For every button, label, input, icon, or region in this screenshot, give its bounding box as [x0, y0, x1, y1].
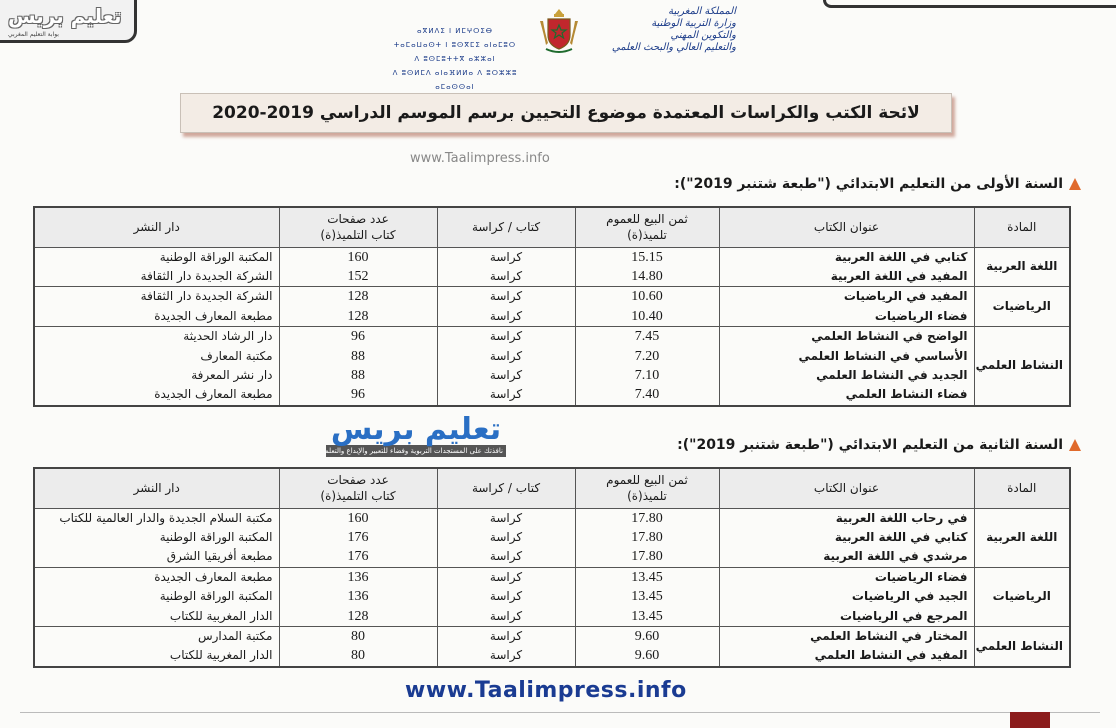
- type-cell: كراسة: [437, 547, 575, 567]
- price-cell: 13.45: [575, 606, 719, 626]
- publisher-cell: الشركة الجديدة دار الثقافة: [34, 287, 279, 307]
- price-cell: 7.20: [575, 346, 719, 365]
- type-cell: كراسة: [437, 606, 575, 626]
- col-price-line1: ثمن البيع للعموم: [606, 212, 688, 227]
- pages-cell: 176: [279, 547, 437, 567]
- type-cell: كراسة: [437, 587, 575, 606]
- pages-cell: 176: [279, 528, 437, 547]
- type-cell: كراسة: [437, 327, 575, 347]
- book-title-cell: في رحاب اللغة العربية: [719, 508, 974, 528]
- pages-cell: 128: [279, 287, 437, 307]
- bullet-icon: [1069, 439, 1081, 451]
- table-row: [34, 567, 1070, 587]
- col-price-line1: ثمن البيع للعموم: [606, 473, 688, 488]
- book-title-cell: الواضح في النشاط العلمي: [719, 327, 974, 347]
- publisher-cell: مكتبة المعارف: [34, 346, 279, 365]
- table-row: [34, 508, 1070, 528]
- subject-cell: الرياضيات: [974, 287, 1070, 327]
- col-price: [575, 207, 719, 247]
- price-cell: 10.60: [575, 287, 719, 307]
- price-cell: 14.80: [575, 267, 719, 287]
- pages-cell: 88: [279, 366, 437, 385]
- type-cell: كراسة: [437, 346, 575, 365]
- tifinagh-line: ⴰⴳⵍⴷⵉ ⵏ ⵍⵎⵖⵔⵉⴱ: [417, 27, 493, 35]
- price-cell: 17.80: [575, 528, 719, 547]
- type-cell: كراسة: [437, 366, 575, 385]
- publisher-cell: مكتبة السلام الجديدة والدار العالمية للكتاب: [34, 508, 279, 528]
- price-cell: 9.60: [575, 646, 719, 666]
- tifinagh-line: ⴷ ⵓⵙⵎⵓⵜⵜⴳ ⴰⵣⵣⴰⵏ: [414, 55, 496, 63]
- book-title-cell: المفيد في الرياضيات: [719, 287, 974, 307]
- book-title-cell: الجيد في الرياضيات: [719, 587, 974, 606]
- publisher-cell: مطبعة المعارف الجديدة: [34, 385, 279, 405]
- col-price-line2: تلميذ(ة): [627, 228, 667, 243]
- pages-cell: 128: [279, 606, 437, 626]
- watermark-url-bottom: www.Taalimpress.info: [405, 678, 687, 703]
- type-cell: كراسة: [437, 528, 575, 547]
- type-cell: كراسة: [437, 385, 575, 405]
- publisher-cell: المكتبة الوراقة الوطنية: [34, 247, 279, 267]
- publisher-cell: مطبعة المعارف الجديدة: [34, 567, 279, 587]
- col-pages-line2: كتاب التلميذ(ة): [320, 228, 396, 243]
- publisher-cell: مطبعة أفريقيا الشرق: [34, 547, 279, 567]
- book-title-cell: الجديد في النشاط العلمي: [719, 366, 974, 385]
- table-row: [34, 606, 1070, 626]
- ministry-line: والتكوين المهني: [670, 30, 736, 41]
- book-title-cell: فضاء الرياضيات: [719, 567, 974, 587]
- book-title-cell: كتابي في اللغة العربية: [719, 247, 974, 267]
- price-cell: 17.80: [575, 547, 719, 567]
- col-price-line2: تلميذ(ة): [627, 489, 667, 504]
- table-row: [34, 247, 1070, 267]
- watermark-logo-tagline: نافذتك على المستجدات التربوية وفضاء للتعبير والإبداع والتعلم: [326, 445, 506, 457]
- pages-cell: 136: [279, 567, 437, 587]
- col-pages: [279, 468, 437, 508]
- ministry-line: وزارة التربية الوطنية: [651, 18, 736, 29]
- pages-cell: 136: [279, 587, 437, 606]
- price-cell: 7.40: [575, 385, 719, 405]
- type-cell: كراسة: [437, 247, 575, 267]
- price-cell: 9.60: [575, 626, 719, 646]
- tifinagh-line: ⵜⴰⵎⴰⵡⴰⵙⵜ ⵏ ⵓⵙⴳⵎⵉ ⴰⵏⴰⵎⵓⵔ: [393, 41, 517, 49]
- col-book-title: عنوان الكتاب: [719, 468, 974, 508]
- col-book-title: عنوان الكتاب: [719, 207, 974, 247]
- price-cell: 15.15: [575, 247, 719, 267]
- section-heading-year1: [674, 176, 1081, 192]
- col-type: كتاب / كراسة: [437, 207, 575, 247]
- type-cell: كراسة: [437, 626, 575, 646]
- publisher-cell: مطبعة المعارف الجديدة: [34, 307, 279, 327]
- table-row: [34, 307, 1070, 327]
- pages-cell: 80: [279, 646, 437, 666]
- price-cell: 10.40: [575, 307, 719, 327]
- books-table-year2: [33, 467, 1071, 668]
- table-header-row: [34, 468, 1070, 508]
- type-cell: كراسة: [437, 287, 575, 307]
- col-type: كتاب / كراسة: [437, 468, 575, 508]
- section-heading-text: السنة الأولى من التعليم الابتدائي ("طبعة شتنبر 2019"):: [674, 176, 1063, 192]
- pages-cell: 88: [279, 346, 437, 365]
- table-row: [34, 528, 1070, 547]
- table-row: [34, 346, 1070, 365]
- table-row: [34, 646, 1070, 666]
- book-title-cell: الأساسي في النشاط العلمي: [719, 346, 974, 365]
- table-row: [34, 366, 1070, 385]
- col-pages-line1: عدد صفحات: [327, 212, 389, 227]
- book-title-cell: المختار في النشاط العلمي: [719, 626, 974, 646]
- col-publisher: دار النشر: [34, 207, 279, 247]
- header-tifinagh: [380, 24, 530, 94]
- footer-tab: [1010, 712, 1050, 728]
- publisher-cell: مكتبة المدارس: [34, 626, 279, 646]
- publisher-cell: دار نشر المعرفة: [34, 366, 279, 385]
- subject-cell: الرياضيات: [974, 567, 1070, 626]
- pages-cell: 96: [279, 327, 437, 347]
- watermark-logo-mid: [326, 412, 506, 457]
- type-cell: كراسة: [437, 567, 575, 587]
- book-title-cell: المفيد في النشاط العلمي: [719, 646, 974, 666]
- section-heading-text: السنة الثانية من التعليم الابتدائي ("طبعة شتنبر 2019"):: [677, 437, 1063, 453]
- document-title: لائحة الكتب والكراسات المعتمدة موضوع التحيين برسم الموسم الدراسي 2019-2020: [180, 93, 952, 133]
- col-pages-line2: كتاب التلميذ(ة): [320, 489, 396, 504]
- subject-cell: النشاط العلمي: [974, 626, 1070, 666]
- ministry-line: المملكة المغربية: [668, 6, 736, 17]
- publisher-cell: دار الرشاد الحديثة: [34, 327, 279, 347]
- site-logo-tagline: بوابة التعليم المغربي: [8, 31, 59, 38]
- book-title-cell: فضاء الرياضيات: [719, 307, 974, 327]
- table-row: [34, 626, 1070, 646]
- book-title-cell: مرشدي في اللغة العربية: [719, 547, 974, 567]
- book-title-cell: المفيد في اللغة العربية: [719, 267, 974, 287]
- type-cell: كراسة: [437, 267, 575, 287]
- pages-cell: 160: [279, 508, 437, 528]
- price-cell: 7.45: [575, 327, 719, 347]
- ministry-header: [586, 6, 736, 54]
- ministry-line: والتعليم العالي والبحث العلمي: [611, 42, 736, 53]
- type-cell: كراسة: [437, 508, 575, 528]
- footer-divider: [20, 712, 1100, 713]
- subject-cell: النشاط العلمي: [974, 327, 1070, 406]
- col-subject: المادة: [974, 207, 1070, 247]
- pages-cell: 96: [279, 385, 437, 405]
- table-row: [34, 385, 1070, 405]
- type-cell: كراسة: [437, 307, 575, 327]
- price-cell: 7.10: [575, 366, 719, 385]
- publisher-cell: الشركة الجديدة دار الثقافة: [34, 267, 279, 287]
- pages-cell: 152: [279, 267, 437, 287]
- col-pages: [279, 207, 437, 247]
- col-pages-line1: عدد صفحات: [327, 473, 389, 488]
- col-price: [575, 468, 719, 508]
- type-cell: كراسة: [437, 646, 575, 666]
- pages-cell: 160: [279, 247, 437, 267]
- pages-cell: 80: [279, 626, 437, 646]
- table-row: [34, 267, 1070, 287]
- price-cell: 17.80: [575, 508, 719, 528]
- books-table-year1: [33, 206, 1071, 407]
- publisher-cell: المكتبة الوراقة الوطنية: [34, 587, 279, 606]
- book-title-cell: كتابي في اللغة العربية: [719, 528, 974, 547]
- subject-cell: اللغة العربية: [974, 508, 1070, 567]
- subject-cell: اللغة العربية: [974, 247, 1070, 287]
- tifinagh-line: ⴷ ⵓⵙⵍⵎⴷ ⴰⵏⴰⴼⵍⵍⴰ ⴷ ⵓⵔⵣⵣⵓ ⴰⵎⴰⵙⵙⴰⵏ: [392, 69, 518, 91]
- watermark-logo-text: تعليم بريس: [330, 412, 502, 447]
- watermark-url-top: www.Taalimpress.info: [410, 151, 550, 166]
- pages-cell: 128: [279, 307, 437, 327]
- publisher-cell: الدار المغربية للكتاب: [34, 646, 279, 666]
- book-title-cell: فضاء النشاط العلمي: [719, 385, 974, 405]
- site-logo: تعليم بريس: [8, 4, 122, 28]
- book-title-cell: المرجع في الرياضيات: [719, 606, 974, 626]
- col-subject: المادة: [974, 468, 1070, 508]
- coat-of-arms-icon: [534, 5, 584, 55]
- section-heading-year2: [677, 437, 1081, 453]
- table-row: [34, 547, 1070, 567]
- col-publisher: دار النشر: [34, 468, 279, 508]
- table-row: [34, 327, 1070, 347]
- price-cell: 13.45: [575, 587, 719, 606]
- table-row: [34, 587, 1070, 606]
- publisher-cell: الدار المغربية للكتاب: [34, 606, 279, 626]
- publisher-cell: المكتبة الوراقة الوطنية: [34, 528, 279, 547]
- table-row: [34, 287, 1070, 307]
- bullet-icon: [1069, 178, 1081, 190]
- price-cell: 13.45: [575, 567, 719, 587]
- top-right-frame: [823, 0, 1116, 8]
- table-header-row: [34, 207, 1070, 247]
